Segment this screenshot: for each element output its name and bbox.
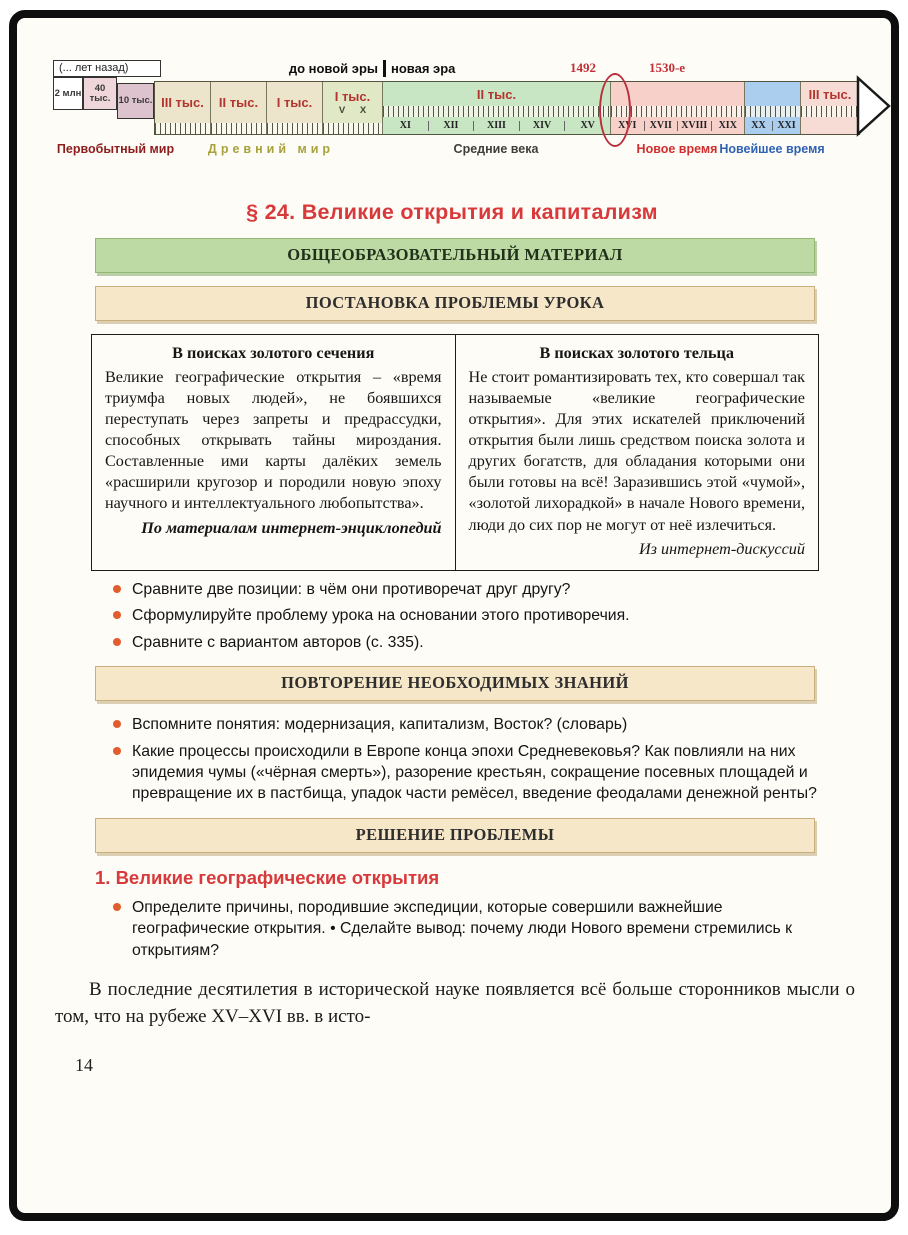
era-label-new-time: Новое время: [636, 142, 718, 156]
century-row: [745, 117, 800, 134]
page-number: 14: [75, 1055, 93, 1076]
timeline-years-ago-label: (... лет назад): [53, 60, 161, 77]
right-column-source: Из интернет-дискуссий: [638, 539, 805, 558]
banner-general-material: ОБЩЕОБРАЗОВАТЕЛЬНЫЙ МАТЕРИАЛ: [95, 238, 815, 273]
timeline-cell-40k: 40 тыс.: [83, 77, 117, 110]
mill-label: II тыс.: [218, 95, 259, 110]
century-label: XIII: [473, 121, 519, 131]
century-label: XVIII: [677, 121, 711, 131]
task-item: Вспомните понятия: модернизация, капитализм, Восток? (словарь): [111, 714, 827, 735]
tick-marks: [383, 106, 610, 117]
problem-task-list: [111, 579, 827, 653]
century-label: XIX: [711, 121, 745, 131]
mill-label: III тыс.: [161, 95, 204, 110]
banner-repeat-knowledge: ПОВТОРЕНИЕ НЕОБХОДИМЫХ ЗНАНИЙ: [95, 666, 815, 701]
mill-label: I тыс.: [334, 89, 371, 104]
highlight-oval-1492: [599, 73, 631, 147]
section-1-heading: 1. Великие географические открытия: [95, 866, 440, 888]
century-label: XXI: [772, 121, 800, 131]
timeline-centuries-v-x: V X: [338, 105, 367, 116]
task-item: Сформулируйте проблему урока на основании этого противоречия.: [111, 605, 827, 626]
century-label: XII: [428, 121, 474, 131]
task-item: Какие процессы происходили в Европе конца эпохи Средневековья? Как повлияли на них эпидемия чумы («чёрная смерть»), разорение крестьян, сокращение посевных площадей и превращение их в пастбища, упадок части ремёсел, введение феодалами денежной ренты?: [111, 741, 827, 805]
era-label-primitive-world: Первобытный мир: [56, 142, 175, 156]
century-label: XVI: [618, 119, 637, 131]
timeline-zone-middle-ages: [383, 82, 611, 134]
timeline-cell-2mln: 2 млн: [53, 77, 83, 110]
timeline-seg-3rd-mill-bce: [155, 82, 211, 134]
era-timeline: [53, 60, 871, 180]
comparison-left-cell: [92, 335, 456, 571]
paragraph-title: § 24. Великие открытия и капитализм: [246, 200, 658, 224]
timeline-zone-new-time: [611, 82, 745, 134]
era-label-newest-time: Новейшее время: [719, 142, 825, 156]
comparison-right-cell: [455, 335, 819, 571]
timeline-arrow-icon: [856, 74, 892, 138]
century-label: XVII: [644, 121, 678, 131]
year-1530s-label: 1530-е: [648, 60, 686, 75]
repeat-task-list: [111, 714, 827, 805]
century-label: XX: [751, 119, 766, 131]
timeline-cell-10k: 10 тыс.: [117, 83, 154, 119]
timeline-seg-1st-mill-ce: [323, 82, 383, 134]
banner-problem-setup: ПОСТАНОВКА ПРОБЛЕМЫ УРОКА: [95, 286, 815, 321]
century-row: [801, 117, 859, 134]
century-label: XI: [399, 119, 411, 131]
task-item: Сравните с вариантом авторов (с. 335).: [111, 632, 827, 653]
body-paragraph: В последние десятилетия в исторической науке появляется всё больше сторонников мысли о том, что на рубеже XV–XVI вв. в исто-: [55, 979, 855, 1028]
century-row: [383, 117, 610, 134]
banner-solve-problem: РЕШЕНИЕ ПРОБЛЕМЫ: [95, 818, 815, 853]
century-label: XV: [564, 121, 610, 131]
timeline-band: [154, 81, 860, 135]
era-divider-bar: [383, 60, 386, 77]
century-label: XIV: [519, 121, 565, 131]
left-column-text: Великие географические открытия – «время триумфа новых людей», не боявшихся переступать через запреты и предрассудки, способных открывать тайны мироздания. Составленные ими карты далёких земель «расширили кругозор и породили новую эпоху научного и интеллектуального любопытства».: [105, 368, 442, 513]
spacer: [611, 82, 744, 106]
timeline-seg-1st-mill-bce: [267, 82, 323, 134]
timeline-seg-2nd-mill-bce: [211, 82, 267, 134]
comparison-table: [91, 334, 819, 571]
tick-marks: [745, 106, 800, 117]
page-frame: [9, 10, 899, 1221]
mill-label: III тыс.: [808, 86, 852, 102]
mill-label: I тыс.: [276, 95, 313, 110]
right-column-text: Не стоит романтизировать тех, кто совершал так называемые «великие географические открытия». Для этих искателей приключений открытия были лишь средством поиска золота и других богатств, для обладания которыми они были готовы на всё! Заразившись этой «чумой», «золотой лихорадкой» в начале Нового времени, люди до сих пор не могут от неё излечиться.: [468, 368, 805, 534]
comparison-row: [92, 335, 819, 571]
century-row: [611, 117, 744, 134]
right-column-heading: В поисках золотого тельца: [539, 344, 734, 362]
section-1-task-list: [111, 897, 827, 961]
ce-era-label: новая эра: [391, 61, 456, 76]
bce-era-label: до новой эры: [288, 61, 378, 76]
spacer: [745, 82, 800, 106]
era-label-middle-ages: Средние века: [453, 142, 539, 156]
tick-marks: [801, 106, 859, 117]
left-column-source: По материалам интернет-энциклопедий: [141, 518, 442, 537]
task-item: Определите причины, породившие экспедиции, которые совершили важнейшие географические открытия. • Сделайте вывод: почему люди Нового времени стремились к открытиям?: [111, 897, 827, 961]
year-1492-label: 1492: [570, 60, 596, 75]
timeline-zone-newest-time: [745, 82, 801, 134]
timeline-seg-3rd-mill-ce: [801, 82, 859, 134]
task-item: Сравните две позиции: в чём они противоречат друг другу?: [111, 579, 827, 600]
mill-label: II тыс.: [476, 86, 517, 102]
left-column-heading: В поисках золотого сечения: [172, 344, 375, 362]
era-label-ancient-world: Древний мир: [207, 142, 335, 156]
